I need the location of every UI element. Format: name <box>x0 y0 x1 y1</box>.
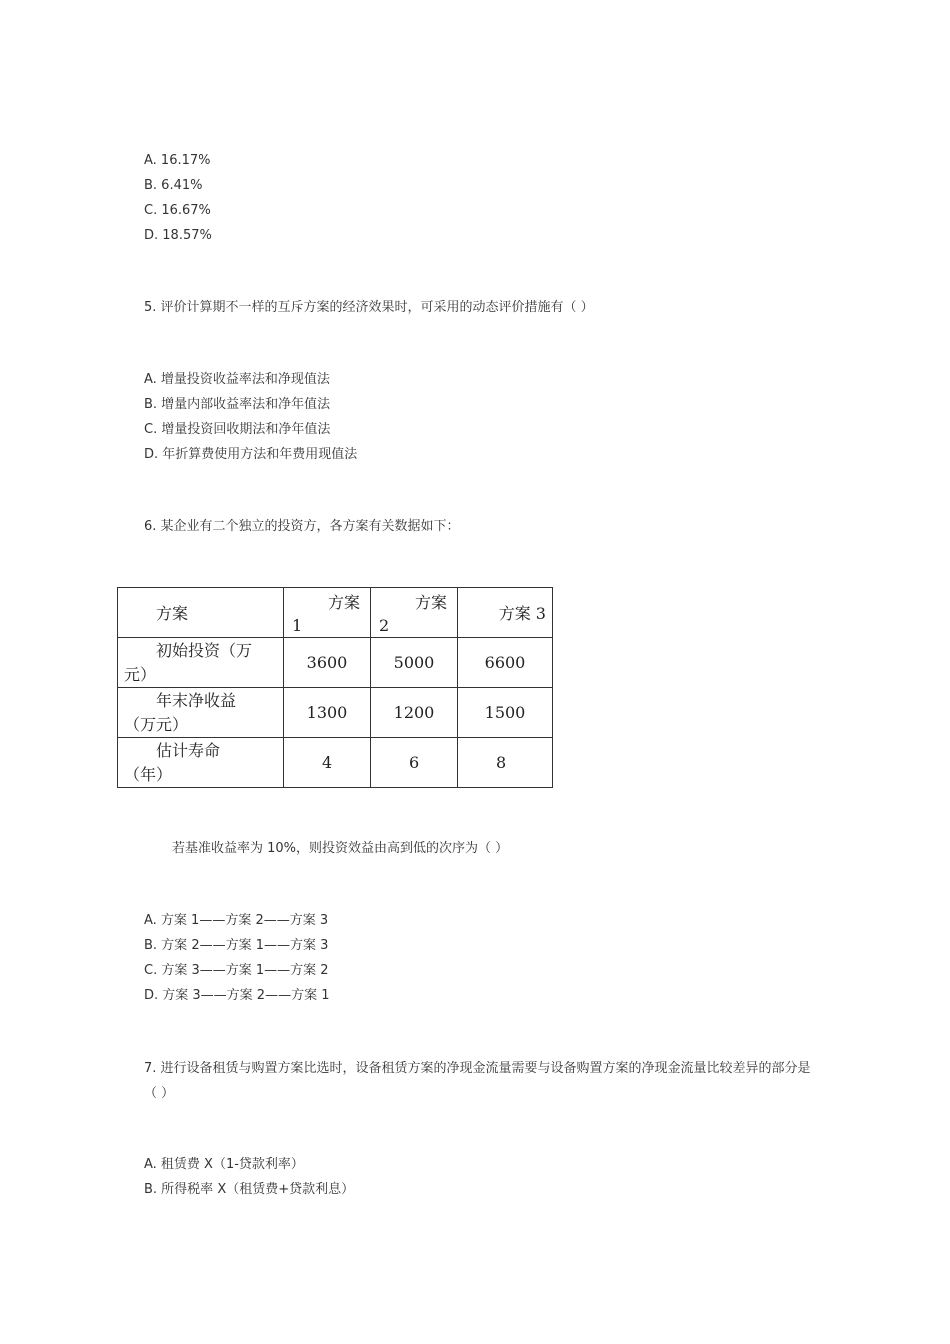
row-label-line1: 初始投资（万 <box>156 640 253 660</box>
table-cell: 3600 <box>284 638 371 688</box>
table-row <box>118 738 553 788</box>
table-cell: 1300 <box>284 688 371 738</box>
q6-option-b: B. 方案 2——方案 1——方案 3 <box>144 938 329 953</box>
q7-option-b: B. 所得税率 X（租赁费+贷款利息） <box>144 1182 355 1197</box>
header-plan-2-bottom: 2 <box>379 616 390 635</box>
table-cell: 4 <box>284 738 371 788</box>
table-row <box>118 688 553 738</box>
header-plan-2-top: 方案 <box>414 593 447 612</box>
row-label-line2: （年） <box>124 764 173 784</box>
table-header-row <box>118 588 553 638</box>
row-label-investment <box>118 638 284 688</box>
q4-option-c: C. 16.67% <box>144 203 211 218</box>
q4-option-d: D. 18.57% <box>144 228 212 243</box>
q7-question: 7. 进行设备租赁与购置方案比选时，设备租赁方案的净现金流量需要与设备购置方案的净现金流量比较差异的部分是（ ） <box>144 1061 811 1101</box>
header-plan-1-bottom: 1 <box>292 616 303 635</box>
table-cell: 8 <box>458 738 553 788</box>
table-cell: 5000 <box>371 638 458 688</box>
q6-option-d: D. 方案 3——方案 2——方案 1 <box>144 988 330 1003</box>
table-corner-cell <box>118 588 284 638</box>
q6-option-c: C. 方案 3——方案 1——方案 2 <box>144 963 329 978</box>
table-row <box>118 638 553 688</box>
q5-option-c: C. 增量投资回收期法和净年值法 <box>144 422 331 437</box>
header-plan-1-top: 方案 <box>327 593 360 612</box>
corner-label: 方案 <box>156 604 189 623</box>
q6-sub-question: 若基准收益率为 10%，则投资效益由高到低的次序为（ ） <box>172 841 509 856</box>
q5-option-a: A. 增量投资收益率法和净现值法 <box>144 372 330 387</box>
q5-option-d: D. 年折算费使用方法和年费用现值法 <box>144 447 358 462</box>
table-cell: 6600 <box>458 638 553 688</box>
q5-question: 5. 评价计算期不一样的互斥方案的经济效果时，可采用的动态评价措施有（ ） <box>144 300 594 315</box>
q5-option-b: B. 增量内部收益率法和净年值法 <box>144 397 331 412</box>
q4-option-b: B. 6.41% <box>144 178 203 193</box>
q7-option-a: A. 租赁费 X（1-贷款利率） <box>144 1157 304 1172</box>
row-label-line1: 年末净收益 <box>156 690 237 710</box>
table-cell: 1200 <box>371 688 458 738</box>
q6-data-table <box>117 587 553 788</box>
row-label-line2: 元） <box>124 664 157 684</box>
q4-option-a: A. 16.17% <box>144 153 211 168</box>
header-plan-3: 方案 3 <box>458 588 553 638</box>
row-label-line1: 估计寿命 <box>156 740 221 760</box>
q6-option-a: A. 方案 1——方案 2——方案 3 <box>144 913 329 928</box>
row-label-lifespan <box>118 738 284 788</box>
header-plan-2 <box>371 588 458 638</box>
table-cell: 1500 <box>458 688 553 738</box>
table-cell: 6 <box>371 738 458 788</box>
row-label-net-income <box>118 688 284 738</box>
row-label-line2: （万元） <box>124 714 189 734</box>
header-plan-1 <box>284 588 371 638</box>
q6-question: 6. 某企业有二个独立的投资方，各方案有关数据如下： <box>144 519 460 534</box>
